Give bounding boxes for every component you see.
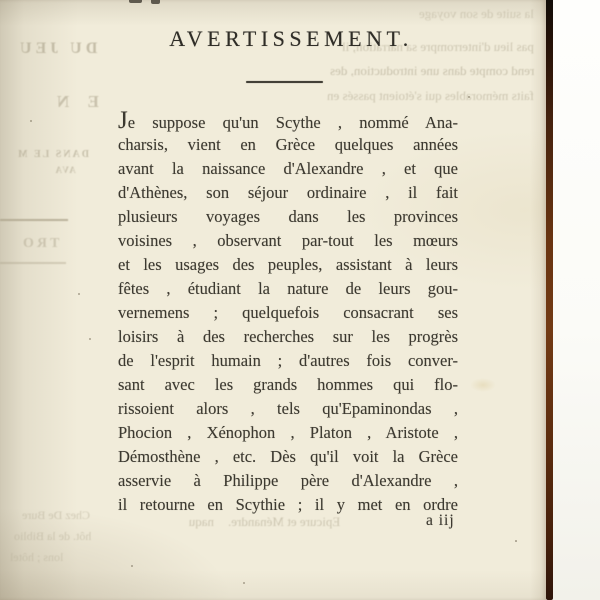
bleedthrough-text: lons ; hôtel xyxy=(10,550,64,564)
bleedthrough-text: la suite de son voyage xyxy=(419,6,534,21)
body-line: et les usages des peuples, assistant à leurs xyxy=(118,255,458,274)
body-line: vernemens ; quelquefois consacrant ses xyxy=(118,303,458,322)
body-line: voisines , observant par-tout les mœurs xyxy=(118,231,458,250)
body-line: Phocion , Xénophon , Platon , Aristote , xyxy=(118,423,458,442)
title-rule xyxy=(246,81,323,83)
bleedthrough-text: hôt. de la Biblio xyxy=(14,529,92,543)
paper-stain xyxy=(470,378,496,392)
bleedthrough-text: E N xyxy=(50,92,99,111)
bleedthrough-text: TRO xyxy=(20,236,60,251)
bleedthrough-text: naqu xyxy=(188,514,215,529)
paper-speck xyxy=(131,565,133,567)
body-line: fêtes , étudiant la nature de leurs gou- xyxy=(118,279,458,298)
body-line: d'Athènes, son séjour ordinaire , il fait xyxy=(118,183,458,202)
cropped-header-mark xyxy=(129,0,142,3)
bleedthrough-rule xyxy=(0,262,66,264)
paper-speck xyxy=(30,120,32,122)
body-line: rissoient alors , tels qu'Epaminondas , xyxy=(118,399,458,418)
body-line: charsis, vient en Grèce quelques années xyxy=(118,135,458,154)
bleedthrough-text: Chez De Bure xyxy=(22,508,90,522)
book-cover-edge xyxy=(546,0,553,600)
bleedthrough-text: rend compte dans une introduction, des xyxy=(329,63,534,78)
paper-speck xyxy=(468,96,470,98)
body-text xyxy=(118,109,458,517)
body-line: Démosthène , etc. Dès qu'il voit la Grèce xyxy=(118,447,458,466)
body-line: plusieurs voyages dans les provinces xyxy=(118,207,458,226)
bleedthrough-text: AVA xyxy=(54,165,76,175)
bleedthrough-text: DANS LE M xyxy=(16,149,90,160)
signature-mark: a iij xyxy=(426,512,455,529)
body-line: loisirs à des recherches sur les progrès xyxy=(118,327,458,346)
body-line: sant avec les grands hommes qui flo- xyxy=(118,375,458,394)
body-line: de l'esprit humain ; d'autres fois conver- xyxy=(118,351,458,370)
paper-speck xyxy=(78,293,80,295)
body-line: il retourne en Scythie ; il y met en ordre xyxy=(118,495,458,514)
bleedthrough-rule xyxy=(0,219,68,221)
bleedthrough-text: Epicure et Ménandre. xyxy=(228,514,341,529)
paper-speck xyxy=(515,540,517,542)
paper-speck xyxy=(243,582,245,584)
bleedthrough-text: pas lieu d'interrompre sa narration; il xyxy=(342,39,534,54)
page-title: AVERTISSEMENT. xyxy=(169,26,413,51)
body-line: Je suppose qu'un Scythe , nommé Ana- xyxy=(118,107,458,134)
body-line: avant la naissance d'Alexandre , et que xyxy=(118,159,458,178)
bleedthrough-text: faits mémorables qui s'étoient passés en xyxy=(326,88,534,103)
bleedthrough-text: DU JEU xyxy=(16,40,98,57)
cropped-header-mark xyxy=(151,0,160,4)
paper-speck xyxy=(89,338,91,340)
body-line: asservie à Philippe père d'Alexandre , xyxy=(118,471,458,490)
